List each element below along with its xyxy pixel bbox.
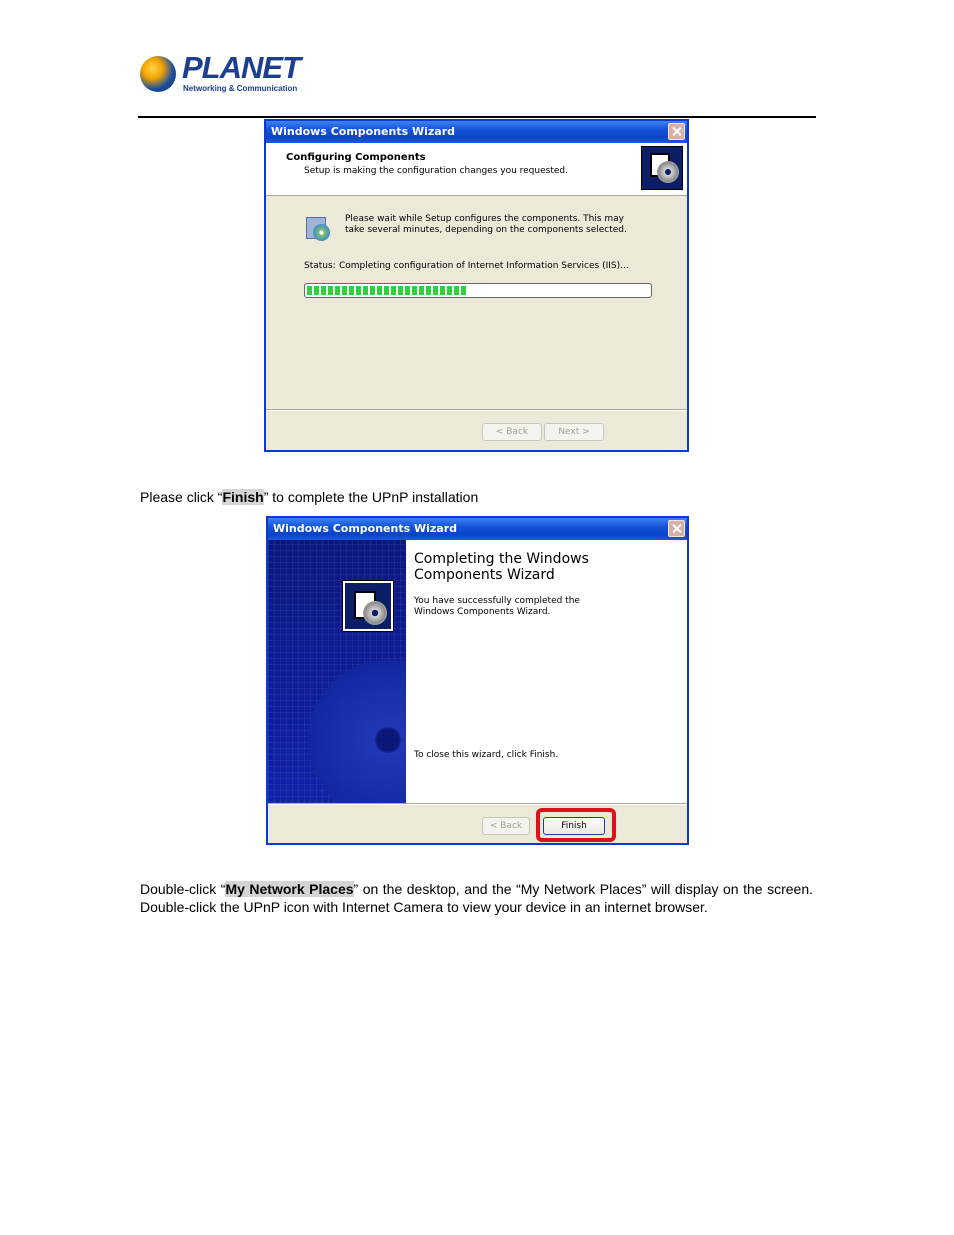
wizard-body: You have successfully completed the Windows Components Wizard.: [414, 596, 580, 617]
status-text: Completing configuration of Internet Information Services (IIS)...: [339, 261, 629, 271]
wizard-disc-icon: [343, 581, 393, 631]
back-button[interactable]: < Back: [482, 423, 542, 441]
logo-tagline: Networking & Communication: [183, 84, 298, 93]
disc-watermark: [308, 660, 406, 803]
close-hint: To close this wizard, click Finish.: [414, 750, 559, 760]
dialog-titlebar[interactable]: [268, 518, 687, 540]
dialog-subheading: Setup is making the configuration changes you requested.: [304, 166, 568, 176]
back-button[interactable]: < Back: [482, 817, 530, 835]
progress-bar: [304, 283, 652, 298]
dialog-title: Windows Components Wizard: [271, 125, 456, 138]
my-network-places-emphasis: My Network Places: [225, 881, 354, 897]
instruction-text: ” to complete the UPnP installation: [263, 489, 479, 505]
logo-wordmark: PLANET: [182, 50, 300, 85]
status-label: Status:: [304, 261, 336, 271]
finish-emphasis: Finish: [222, 489, 264, 505]
globe-icon: [140, 56, 176, 92]
wizard-disc-icon: [641, 146, 683, 190]
instruction-text: ” on the desktop, and the “My Network Places” will display on the screen. Double-click the UPnP icon with Internet Camera to view your device in an internet browser.: [140, 881, 813, 915]
button-divider: [268, 803, 687, 805]
header-divider: [138, 116, 816, 118]
wait-message: Please wait while Setup configures the components. This may take several minutes, depending on the components selected.: [345, 214, 627, 235]
close-icon[interactable]: [668, 123, 685, 140]
setup-cd-icon: [304, 213, 332, 241]
completing-wizard-dialog: [266, 516, 689, 845]
instruction-finish: [140, 488, 478, 506]
instruction-network-places: [140, 880, 813, 916]
wizard-content: [406, 540, 687, 803]
dialog-header: [266, 143, 687, 196]
button-divider: [266, 409, 687, 411]
configuring-components-dialog: [264, 119, 689, 452]
progress-fill: [307, 286, 468, 295]
instruction-text: Please click “: [140, 489, 223, 505]
close-icon[interactable]: [668, 520, 685, 537]
finish-button[interactable]: Finish: [543, 817, 605, 835]
next-button[interactable]: Next >: [544, 423, 604, 441]
planet-logo: [138, 50, 300, 96]
dialog-titlebar[interactable]: [266, 121, 687, 143]
wizard-heading: Completing the Windows Components Wizard: [414, 551, 589, 583]
dialog-heading: Configuring Components: [286, 152, 426, 163]
finish-highlight: [536, 808, 616, 842]
dialog-title: Windows Components Wizard: [273, 522, 458, 535]
wizard-side-banner: [268, 540, 406, 803]
instruction-text: Double-click “: [140, 881, 226, 897]
